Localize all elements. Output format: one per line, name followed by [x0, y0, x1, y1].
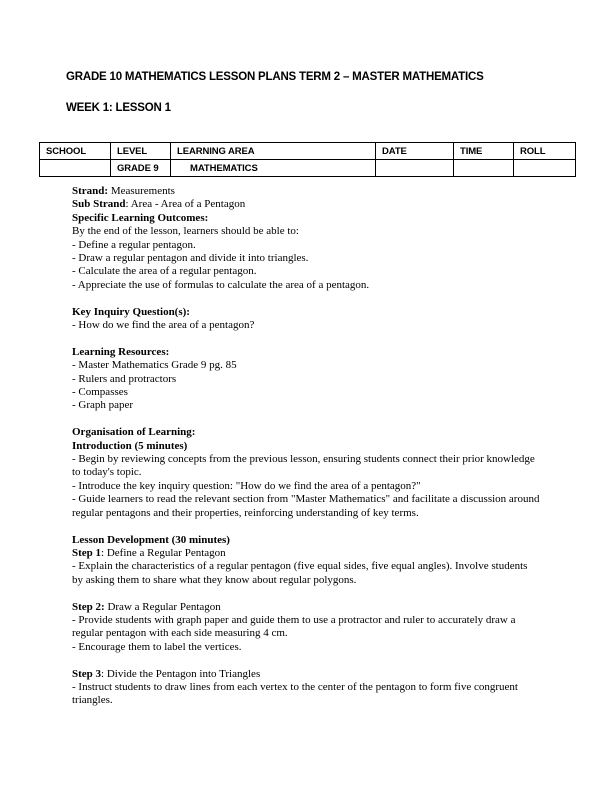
text-line: Lesson Development (30 minutes) — [72, 533, 230, 546]
text-line: Organisation of Learning: — [72, 426, 196, 439]
document-subtitle: WEEK 1: LESSON 1 — [66, 102, 171, 114]
text-line: - Explain the characteristics of a regular pentagon (five equal sides, five equal angles). Involve students by asking them to share what they know about regular polygons. — [72, 560, 528, 586]
text-line: - Compasses — [72, 386, 128, 399]
paragraph-block — [72, 668, 540, 708]
col-header-roll: ROLL — [514, 143, 576, 160]
cell-time — [454, 160, 514, 177]
col-header-level: LEVEL — [111, 143, 171, 160]
text-line: Step 2: Draw a Regular Pentagon — [72, 600, 221, 613]
text-line: - Appreciate the use of formulas to calculate the area of a pentagon. — [72, 278, 370, 291]
paragraph-block — [72, 601, 540, 655]
cell-learning-area: MATHEMATICS — [171, 160, 376, 177]
col-header-time: TIME — [454, 143, 514, 160]
text-line: - How do we find the area of a pentagon? — [72, 319, 255, 332]
paragraph-block — [72, 426, 540, 520]
col-header-date: DATE — [376, 143, 454, 160]
info-table-data-row — [40, 160, 576, 177]
text-line: Specific Learning Outcomes: — [72, 211, 209, 224]
text-line: Key Inquiry Question(s): — [72, 305, 190, 318]
text-line: By the end of the lesson, learners should be able to: — [72, 225, 299, 238]
text-line: - Introduce the key inquiry question: "How do we find the area of a pentagon?" — [72, 479, 421, 492]
cell-school — [40, 160, 111, 177]
col-header-learning-area: LEARNING AREA — [171, 143, 376, 160]
text-line: - Guide learners to read the relevant section from "Master Mathematics" and facilitate a discussion around regular pentagons and their properties, reinforcing understanding of key terms. — [72, 493, 540, 519]
paragraph-block — [72, 534, 540, 588]
text-line: Learning Resources: — [72, 345, 170, 358]
lesson-info-table — [39, 142, 576, 177]
document-body — [72, 185, 540, 708]
paragraph-block — [72, 185, 540, 292]
text-line: Introduction (5 minutes) — [72, 439, 188, 452]
info-table-header-row — [40, 143, 576, 160]
document-header — [66, 0, 612, 114]
text-line: - Rulers and protractors — [72, 372, 177, 385]
text-line: - Graph paper — [72, 399, 134, 412]
text-line: - Encourage them to label the vertices. — [72, 640, 242, 653]
text-line: Sub Strand: Area - Area of a Pentagon — [72, 198, 246, 211]
document-title: GRADE 10 MATHEMATICS LESSON PLANS TERM 2 – MASTER MATHEMATICS — [66, 71, 484, 83]
text-line: - Begin by reviewing concepts from the previous lesson, ensuring students connect their prior knowledge to today's topic. — [72, 453, 535, 479]
text-line: - Provide students with graph paper and guide them to use a protractor and ruler to accurately draw a regular pentagon with each side measuring 4 cm. — [72, 613, 516, 640]
text-line: - Instruct students to draw lines from each vertex to the center of the pentagon to form five congruent triangles. — [72, 680, 518, 707]
text-line: - Define a regular pentagon. — [72, 238, 196, 251]
paragraph-block — [72, 306, 540, 333]
cell-roll — [514, 160, 576, 177]
cell-level: GRADE 9 — [111, 160, 171, 177]
text-line: Step 1: Define a Regular Pentagon — [72, 546, 226, 559]
text-line: - Calculate the area of a regular pentagon. — [72, 265, 257, 278]
text-line: - Master Mathematics Grade 9 pg. 85 — [72, 359, 237, 372]
text-line: Strand: Measurements — [72, 185, 175, 197]
text-line: - Draw a regular pentagon and divide it into triangles. — [72, 252, 309, 265]
cell-date — [376, 160, 454, 177]
text-line: Step 3: Divide the Pentagon into Triangles — [72, 667, 261, 680]
paragraph-block — [72, 346, 540, 413]
col-header-school: SCHOOL — [40, 143, 111, 160]
